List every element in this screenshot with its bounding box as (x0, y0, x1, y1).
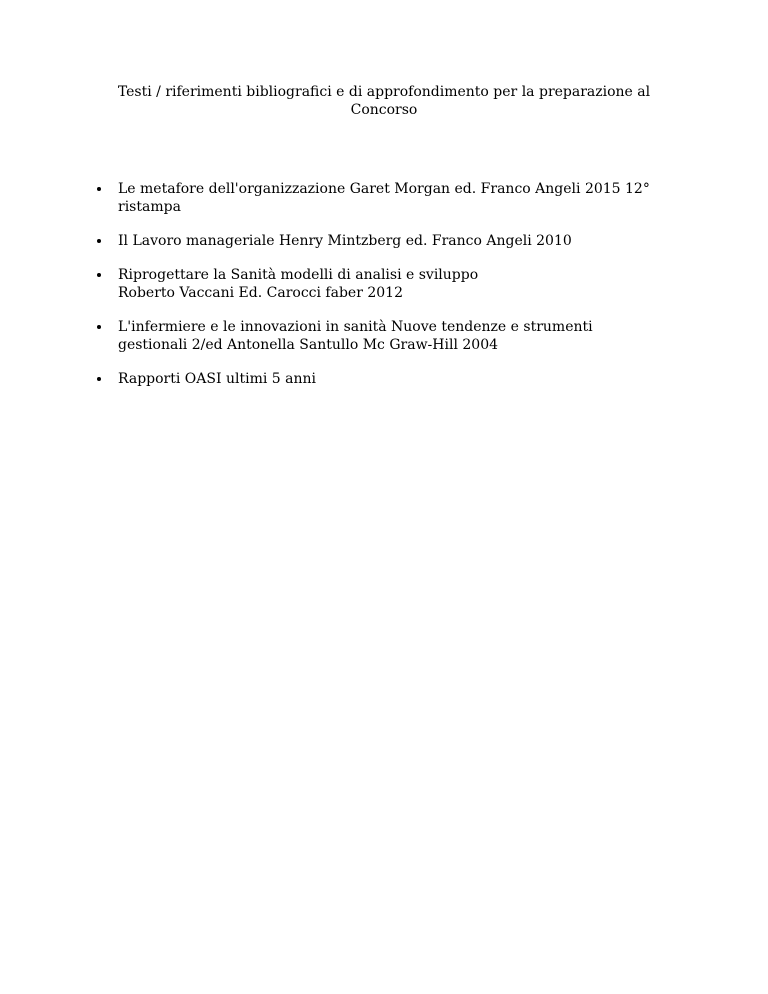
item-line: gestionali 2/ed Antonella Santullo Mc Graw-Hill 2004 (118, 337, 499, 353)
bullet-icon (97, 239, 101, 243)
item-text (118, 266, 708, 302)
document-title (60, 83, 708, 119)
item-line: L'infermiere e le innovazioni in sanità Nuove tendenze e strumenti (118, 319, 593, 335)
bullet-icon (97, 273, 101, 277)
item-text (118, 180, 708, 216)
item-text (118, 318, 708, 354)
bullet-icon (97, 325, 101, 329)
item-line: ristampa (118, 199, 181, 215)
item-line: Le metafore dell'organizzazione Garet Morgan ed. Franco Angeli 2015 12° (118, 181, 650, 197)
item-text (118, 232, 708, 250)
title-line: Concorso (350, 102, 418, 118)
item-line: Rapporti OASI ultimi 5 anni (118, 371, 316, 387)
item-line: Riprogettare la Sanità modelli di analisi e sviluppo (118, 267, 479, 283)
bullet-icon (97, 187, 101, 191)
bullet-icon (97, 377, 101, 381)
item-text (118, 370, 708, 388)
item-line: Roberto Vaccani Ed. Carocci faber 2012 (118, 285, 403, 301)
title-line: Testi / riferimenti bibliografici e di approfondimento per la preparazione al (117, 84, 651, 100)
item-line: Il Lavoro manageriale Henry Mintzberg ed. Franco Angeli 2010 (118, 233, 572, 249)
